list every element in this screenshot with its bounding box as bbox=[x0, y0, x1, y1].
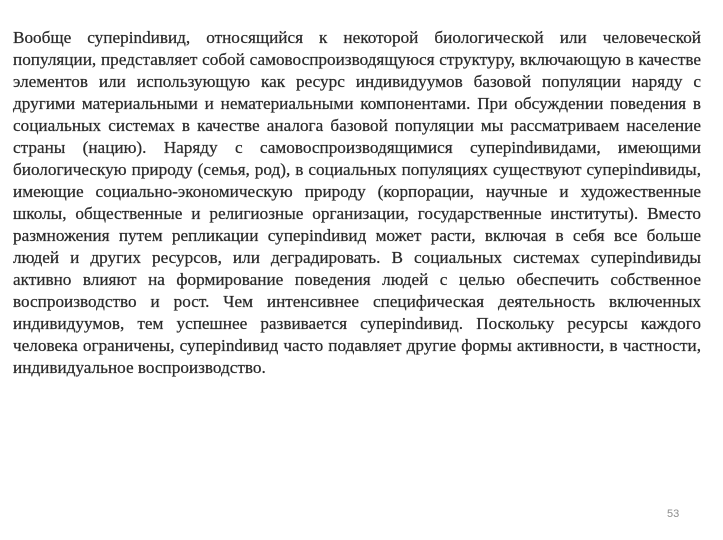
text-line: Вообще суперindивид, относящийся к некоторой биологической или человеческой bbox=[13, 28, 701, 47]
text-line: людей и других ресурсов, или деградировать. В социальных системах суперindивиды bbox=[13, 248, 701, 267]
text-line: социальных системах в качестве аналога базовой популяции мы рассматриваем население bbox=[13, 116, 701, 135]
text-line: имеющие социально-экономическую природу (корпорации, научные и художественные bbox=[13, 182, 701, 201]
text-line: элементов или использующую как ресурс индивидуумов базовой популяции наряду с bbox=[13, 72, 701, 91]
page-number: 53 bbox=[667, 508, 680, 520]
text-line: активно влияют на формирование поведения людей с целью обеспечить собственное bbox=[13, 270, 701, 289]
text-line: человека ограничены, суперindивид часто подавляет другие формы активности, в частности, bbox=[13, 336, 701, 355]
text-line: размножения путем репликации суперindивид может расти, включая в себя все больше bbox=[13, 226, 701, 245]
text-line: индивидуальное воспроизводство. bbox=[13, 358, 266, 377]
text-line: индивидуумов, тем успешнее развивается суперindивид. Поскольку ресурсы каждого bbox=[13, 314, 701, 333]
text-line: биологическую природу (семья, род), в социальных популяциях существуют суперindивиды, bbox=[13, 160, 701, 179]
text-line: школы, общественные и религиозные организации, государственные институты). Вместо bbox=[13, 204, 701, 223]
text-line: другими материальными и нематериальными компонентами. При обсуждении поведения в bbox=[13, 94, 701, 113]
body-paragraph bbox=[13, 27, 701, 379]
text-line: воспроизводство и рост. Чем интенсивнее специфическая деятельность включенных bbox=[13, 292, 701, 311]
text-line: страны (нацию). Наряду с самовоспроизводящимися суперindивидами, имеющими bbox=[13, 138, 701, 157]
text-line: популяции, представляет собой самовоспроизводящуюся структуру, включающую в качестве bbox=[13, 50, 701, 69]
